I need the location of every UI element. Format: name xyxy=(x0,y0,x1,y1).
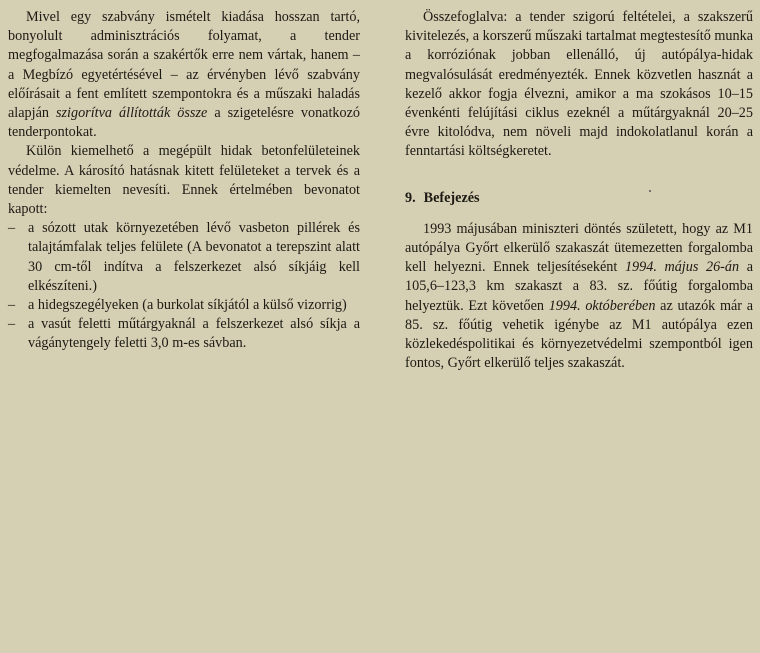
section-number: 9. xyxy=(405,189,416,206)
paragraph-text: 1993 májusában miniszteri döntés született, hogy az M1 autópálya Győrt elkerülő szakaszát ütemezetten forgalomba kell helyezni. Ennek teljesítéseként xyxy=(405,220,753,276)
list-item xyxy=(8,315,360,353)
paragraph-standard xyxy=(8,8,360,142)
coating-list xyxy=(8,219,360,353)
paragraph-concrete-protection: Külön kiemelhető a megépült hidak betonfelületeinek védelme. A károsító hatásnak kitett felületeket a tervek és a tender kiemelten nevesíti. Ennek értelmében bevonatot kapott: xyxy=(8,143,360,218)
paragraph-text: a 105,6–123,3 km szakaszt a 83. sz. főútig forgalomba helyeztük. Ezt követően xyxy=(405,259,753,314)
list-dash: – xyxy=(8,220,16,237)
emphasis-date: 1994. május 26-án xyxy=(624,259,740,276)
list-item xyxy=(8,296,360,315)
list-dash: – xyxy=(8,316,16,333)
left-column xyxy=(8,8,360,354)
list-item-text: a hidegszegélyeken (a burkolat síkjától a külső vizorrig) xyxy=(28,297,347,314)
list-item xyxy=(8,219,360,296)
paragraph-conclusion xyxy=(405,220,753,374)
emphasis-text: szigorítva állították össze xyxy=(56,105,208,122)
list-item-text: a sózott utak környezetében lévő vasbeton pillérek és talajtámfalak teljes felülete (A bevonatot a terepszint alatt 30 cm-től indítva a felszerkezet alsó síkjáig kell elkészíteni.) xyxy=(28,220,360,294)
paragraph-text: Mivel egy szabvány ismételt kiadása hosszan tartó, bonyolult adminisztrációs folyamat, a tender megfogalmazása során a szakértők erre nem vártak, hanem – a Megbízó egyetértésével – az érvényben lévő szabvány előírásait a fent említett szempontokra és a műszaki haladás alapján xyxy=(8,9,360,122)
section-heading xyxy=(405,189,753,208)
paragraph-text: a szigetelésre vonatkozó tenderpontokat. xyxy=(8,105,360,141)
paragraph-text: az utazók már a 85. sz. főútig vehetik igénybe az M1 autópálya ezen közlekedéspolitikai és környezetvédelmi szempontból igen fontos, Győrt elkerülő teljes szakaszát. xyxy=(405,297,754,372)
section-title: Befejezés xyxy=(423,189,480,206)
paragraph-summary: Összefoglalva: a tender szigorú feltételei, a szakszerű kivitelezés, a korszerű műszaki tartalmat megtestesítő munka a korróziónak jobban ellenálló, új autópálya-hidak megvalósulását eredményezték. Ennek közvetlen hasznát a kezelő akkor fogja élvezni, amikor a ma szokásos 10–15 évenkénti felújítási ciklus ezeknél a műtárgyaknál 20–25 évre kitolódva, nem növeli majd indokolatlanul korán a fenntartási költségkeretet. xyxy=(405,9,753,160)
right-column xyxy=(405,8,753,373)
speck-mark xyxy=(649,190,651,192)
list-dash: – xyxy=(8,297,16,314)
emphasis-date: 1994. októberében xyxy=(548,297,656,314)
list-item-text: a vasút feletti műtárgyaknál a felszerkezet alsó síkja a vágánytengely feletti 3,0 m-es sávban. xyxy=(28,316,360,352)
